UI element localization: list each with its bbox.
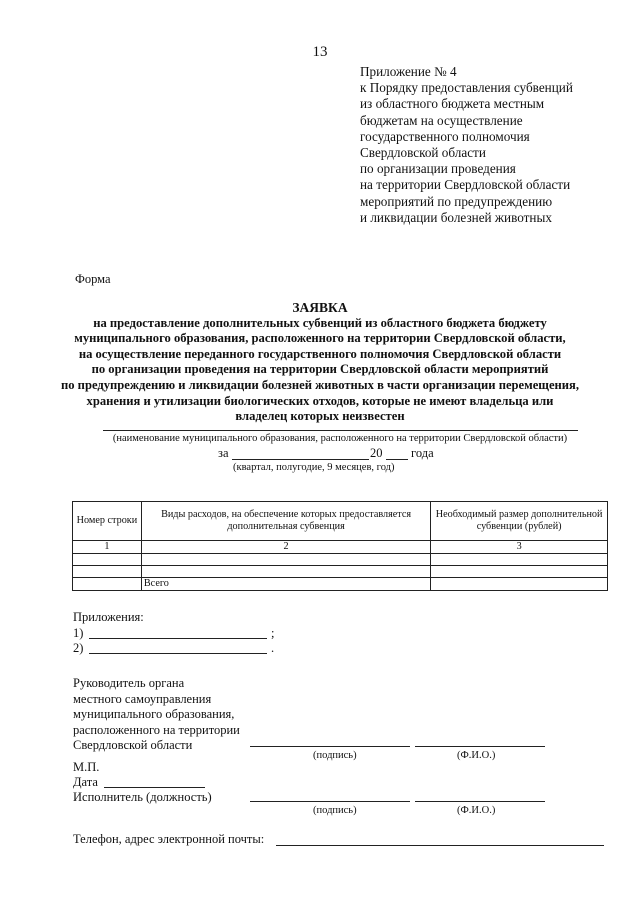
- head-signature-caption: (подпись): [313, 750, 357, 761]
- title-heading: ЗАЯВКА: [292, 300, 348, 315]
- subvention-table: [72, 501, 608, 591]
- attachment-input-line[interactable]: [89, 653, 267, 654]
- executor-name-line[interactable]: [415, 801, 545, 802]
- executor-signature-line[interactable]: [250, 801, 410, 802]
- executor-label: Исполнитель (должность): [73, 790, 212, 804]
- form-label: Форма: [75, 272, 111, 286]
- attachment-item-end: .: [271, 641, 275, 655]
- executor-signature-caption: (подпись): [313, 805, 357, 816]
- appendix-line: Приложение № 4: [360, 64, 457, 79]
- attachment-item-end: ;: [271, 626, 275, 640]
- table-cell[interactable]: [431, 554, 608, 566]
- column-number: 2: [141, 541, 430, 554]
- title-line: муниципального образования, расположенного на территории Свердловской области,: [74, 331, 566, 346]
- table-cell[interactable]: [141, 566, 430, 578]
- title-line: на предоставление дополнительных субвенций из областного бюджета бюджету: [93, 315, 547, 330]
- table-cell[interactable]: [73, 554, 142, 566]
- column-number: 1: [73, 541, 142, 554]
- column-number: 3: [431, 541, 608, 554]
- contact-input-line[interactable]: [276, 845, 604, 846]
- table-cell[interactable]: [73, 566, 142, 578]
- table-cell[interactable]: [141, 554, 430, 566]
- title-line: хранения и утилизации биологических отходов, которые не имеют владельца или: [86, 393, 554, 408]
- table-row: [73, 566, 608, 578]
- appendix-line: государственного полномочия: [360, 128, 530, 144]
- table-cell[interactable]: [431, 566, 608, 578]
- title-line: на осуществление переданного государственного полномочия Свердловской области: [78, 346, 562, 361]
- header-cell: Виды расходов, на обеспечение которых предоставляется дополнительная субвенция: [141, 502, 430, 541]
- table-header-row: [73, 502, 608, 541]
- date-input-line[interactable]: [104, 787, 205, 788]
- date-label: Дата: [73, 775, 98, 789]
- document-title: [60, 300, 580, 425]
- head-title-line: местного самоуправления: [73, 691, 212, 706]
- attachment-item-number: 2): [73, 641, 84, 655]
- stamp-label: М.П.: [73, 760, 100, 774]
- year-suffix: года: [411, 446, 434, 460]
- attachment-item-number: 1): [73, 626, 84, 640]
- municipality-caption: (наименование муниципального образования, расположенного на территории Свердловской области): [112, 433, 568, 444]
- attachments-label: Приложения:: [73, 610, 144, 624]
- head-title-line: расположенного на территории: [73, 722, 240, 737]
- table-cell[interactable]: [73, 578, 142, 591]
- year-prefix: 20: [370, 446, 383, 460]
- year-input-line[interactable]: [386, 459, 408, 460]
- head-signature-line[interactable]: [250, 746, 410, 747]
- appendix-line: мероприятий по предупреждению: [360, 193, 553, 209]
- table-row: [73, 554, 608, 566]
- head-signature-title: [73, 676, 240, 754]
- appendix-line: на территории Свердловской области: [360, 177, 571, 193]
- head-title-line: Свердловской области: [73, 738, 193, 752]
- total-label: Всего: [141, 578, 430, 591]
- period-caption: (квартал, полугодие, 9 месяцев, год): [233, 462, 395, 473]
- contact-label: Телефон, адрес электронной почты:: [73, 832, 265, 846]
- appendix-line: и ликвидации болезней животных: [360, 209, 552, 225]
- appendix-header: [360, 64, 635, 226]
- title-line: владелец которых неизвестен: [235, 409, 405, 424]
- appendix-line: Свердловской области: [360, 145, 486, 161]
- head-title-line: муниципального образования,: [73, 707, 235, 721]
- appendix-line: бюджетам на осуществление: [360, 112, 523, 128]
- page-number: 13: [312, 44, 328, 60]
- title-line: по организации проведения на территории Свердловской области мероприятий: [91, 362, 549, 377]
- appendix-line: к Порядку предоставления субвенций: [360, 80, 573, 96]
- total-row: [73, 578, 608, 591]
- period-input-line[interactable]: [232, 459, 369, 460]
- head-title-line: Руководитель органа: [73, 676, 185, 690]
- period-prefix: за: [218, 446, 229, 460]
- municipality-input-line[interactable]: [103, 430, 578, 431]
- appendix-line: по организации проведения: [360, 161, 516, 177]
- title-line: по предупреждению и ликвидации болезней животных в части организации перемещения,: [60, 377, 580, 392]
- appendix-line: из областного бюджета местным: [360, 96, 545, 112]
- header-cell: Необходимый размер дополнительной субвенции (рублей): [431, 502, 608, 541]
- head-name-line[interactable]: [415, 746, 545, 747]
- executor-name-caption: (Ф.И.О.): [457, 805, 496, 816]
- attachment-input-line[interactable]: [89, 638, 267, 639]
- column-number-row: [73, 541, 608, 554]
- head-name-caption: (Ф.И.О.): [457, 750, 496, 761]
- total-value-cell[interactable]: [431, 578, 608, 591]
- header-cell: Номер строки: [73, 502, 142, 541]
